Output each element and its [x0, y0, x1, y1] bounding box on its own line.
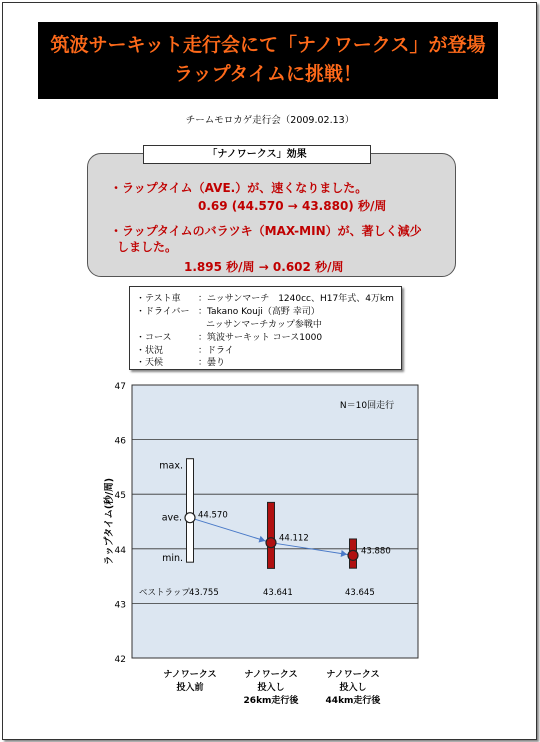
spec-row: ・ドライバー ：Takano Kouji（高野 幸司）	[136, 307, 320, 317]
ave-label: ave.	[161, 512, 182, 524]
spec-row: ニッサンマーチカップ参戦中	[206, 320, 322, 330]
category-label: ナノワークス	[163, 670, 217, 680]
spec-row: ・状況 ：ドライ	[136, 346, 234, 356]
category-label: 26km走行後	[243, 696, 299, 706]
category-label: ナノワークス	[244, 670, 298, 680]
effect-line-4: しました。	[117, 240, 178, 254]
headline-line-1: 筑波サーキット走行会にて「ナノワークス」が登場	[50, 34, 486, 56]
average-value-label: 43.880	[361, 546, 391, 557]
category-label: 投入前	[176, 683, 204, 693]
event-subtitle: チームモロカゲ走行会（2009.02.13）	[185, 115, 355, 126]
y-tick-label: 46	[114, 436, 126, 447]
spec-row: ・テスト車 ：ニッサンマーチ 1240cc、H17年式、4万km	[136, 294, 394, 304]
effect-line-2: 0.69 (44.570 → 43.880) 秒/周	[198, 199, 387, 213]
range-bar	[187, 459, 194, 562]
average-value-label: 44.570	[198, 510, 228, 521]
effect-line-3: ・ラップタイムのバラツキ（MAX-MIN）が、著しく減少	[110, 224, 422, 238]
best-lap-value: 43.645	[345, 588, 375, 598]
headline-line-2: ラップタイムに挑戦！	[174, 63, 362, 85]
spec-row: ・天候 ：曇り	[136, 358, 226, 368]
lap-time-chart	[0, 375, 540, 725]
category-label: 投入し	[257, 683, 285, 693]
y-tick-label: 47	[114, 382, 126, 392]
category-label: 44km走行後	[325, 696, 381, 706]
y-tick-label: 43	[114, 600, 126, 611]
effect-line-5: 1.895 秒/周 → 0.602 秒/周	[184, 260, 344, 274]
sample-size-annotation: N＝10回走行	[339, 401, 395, 411]
test-conditions-box	[129, 286, 402, 370]
effect-line-1: ・ラップタイム（AVE.）が、速くなりました。	[110, 181, 368, 195]
y-tick-label: 45	[114, 491, 126, 502]
y-axis-label: ラップタイム(秒/周)	[104, 477, 115, 566]
average-marker	[185, 513, 195, 523]
average-marker	[266, 538, 276, 548]
headline-banner	[38, 22, 498, 99]
range-bar	[268, 502, 275, 568]
y-tick-label: 44	[114, 545, 126, 556]
spec-row: ・コース ：筑波サーキット コース1000	[136, 333, 323, 343]
category-label: ナノワークス	[326, 670, 380, 680]
average-value-label: 44.112	[279, 533, 309, 544]
best-lap-label: ベストラップ	[139, 588, 190, 598]
best-lap-value: 43.755	[189, 588, 219, 598]
max-label: max.	[159, 460, 183, 472]
effect-title: 「ナノワークス」効果	[143, 145, 371, 164]
best-lap-value: 43.641	[263, 588, 293, 598]
category-label: 投入し	[339, 683, 367, 693]
y-tick-label: 42	[114, 655, 126, 665]
average-marker	[348, 550, 358, 560]
min-label: min.	[162, 553, 183, 565]
